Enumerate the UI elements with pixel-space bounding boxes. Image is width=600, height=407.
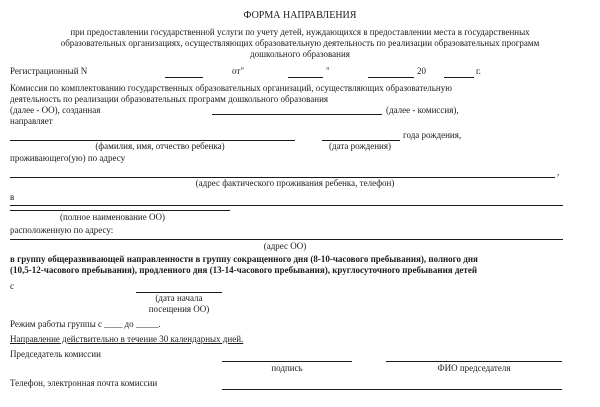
registration-month-line <box>368 77 414 78</box>
signature-line <box>222 361 352 362</box>
birth-date-caption: (дата рождения) <box>329 141 391 151</box>
contacts-line <box>222 389 562 390</box>
birth-year-label: года рождения, <box>403 130 462 140</box>
address-caption: (адрес фактического проживания ребенка, телефон) <box>195 178 395 188</box>
work-mode-label: Режим работы группы с ____ до _____. <box>10 319 161 329</box>
sends-label: направляет <box>10 116 53 126</box>
from-date-label: с <box>10 281 14 291</box>
group-type-line-2: (10,5-12-часового пребывания), продленного дня (13-14-часового пребывания), круглосуточного пребывания детей <box>10 265 478 275</box>
validity-label: Направление действительно в течение 30 календарных дней. <box>10 334 244 344</box>
registration-year-prefix: 20 <box>417 66 426 76</box>
commission-short-label: (далее - комиссия), <box>386 105 459 115</box>
oo-name-line-2 <box>10 210 230 211</box>
oo-name-line <box>10 205 563 206</box>
contacts-label: Телефон, электронная почта комиссии <box>10 378 158 388</box>
oo-address-line <box>10 239 563 240</box>
residing-label: проживающего(ую) по адресу <box>10 153 126 163</box>
form-subtitle-line-2: образовательных организациях, осуществляющих образовательную деятельность по реализации образовательных программ <box>60 38 540 48</box>
visit-start-caption-line-2: посещения ОО) <box>148 304 210 314</box>
form-title: ФОРМА НАПРАВЛЕНИЯ <box>243 10 357 21</box>
signature-caption: подпись <box>271 363 303 373</box>
chairman-name-caption: ФИО председателя <box>437 363 511 373</box>
registration-year-line <box>444 77 474 78</box>
chairman-label: Председатель комиссии <box>10 349 101 359</box>
address-end-comma: , <box>557 167 560 177</box>
registration-label: Регистрационный N <box>10 66 88 76</box>
commission-line-1: Комиссия по комплектованию государственных образовательных организаций, осуществляющих образовательную <box>10 83 452 93</box>
visit-start-caption-line-1: (дата начала <box>155 293 203 303</box>
created-by-line <box>212 114 382 115</box>
chairman-name-line <box>386 361 562 362</box>
commission-line-2: деятельность по реализации образовательных программ дошкольного образования <box>10 94 329 104</box>
oo-address-caption: (адрес ОО) <box>263 241 307 251</box>
group-type-line-1: в группу общеразвивающей направленности в группу сокращенного дня (8-10-часового пребывания), полного дня <box>10 254 478 264</box>
registration-year-suffix: г. <box>476 66 481 76</box>
registration-from-label: от" <box>232 66 244 76</box>
oo-short-label: (далее - ОО), созданная <box>10 105 101 115</box>
form-subtitle-line-1: при предоставлении государственной услуги по учету детей, нуждающихся в предоставлении места в государственных <box>70 27 530 37</box>
registration-day-line <box>288 77 323 78</box>
into-label: в <box>10 192 15 202</box>
located-at-label: расположенную по адресу: <box>10 225 114 235</box>
child-name-caption: (фамилия, имя, отчество ребенка) <box>95 141 225 151</box>
registration-quote: " <box>326 66 330 76</box>
registration-number-line <box>165 77 203 78</box>
oo-name-caption: (полное наименование ОО) <box>60 212 165 222</box>
form-subtitle-line-3: дошкольного образования <box>250 49 350 59</box>
